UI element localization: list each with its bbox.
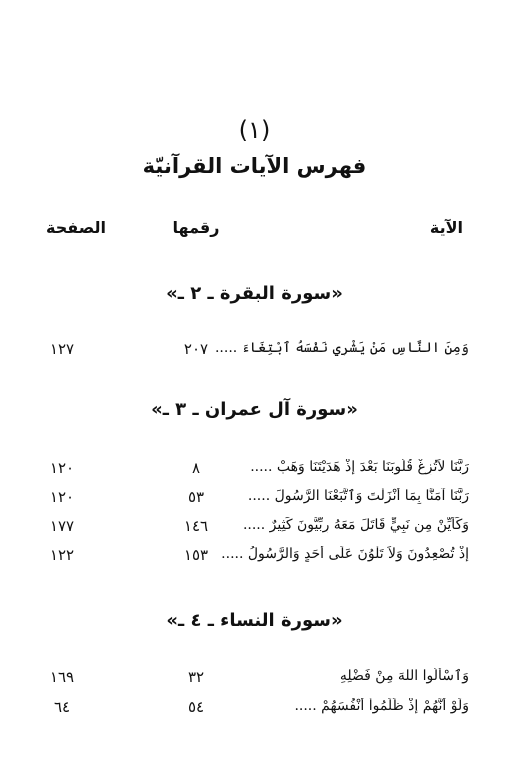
table-row [0, 459, 509, 483]
table-row [0, 668, 509, 692]
page-number: ٦٤ [53, 698, 71, 716]
table-row [0, 340, 509, 364]
page-number: ١٦٩ [49, 668, 75, 686]
ayah-number: ٢٠٧ [183, 340, 209, 358]
column-header-page: الصفحة [46, 218, 107, 237]
ayah-number: ٣٢ [187, 668, 205, 686]
ayah-number: ٥٤ [187, 698, 205, 716]
ayah-text: وَكَأَيِّنْ مِن نَبِيٍّ قَاتَلَ مَعَهُ رِبِّيُّونَ كَثِيرٌ ..... [242, 517, 469, 533]
page-number: ١٢٧ [49, 340, 75, 358]
ayah-number: ٥٣ [187, 488, 205, 506]
surah-heading: «سورة النساء ـ ٤ ـ» [166, 610, 343, 631]
page-number: ١٧٧ [49, 517, 75, 535]
surah-heading: «سورة آل عمران ـ ٣ ـ» [151, 399, 358, 420]
page-number: ١٢٢ [49, 546, 75, 564]
ayah-text: وَٱسْأَلُوا اللهَ مِنْ فَضْلِهِ [339, 668, 469, 684]
table-row [0, 546, 509, 570]
ayah-number: ٨ [191, 459, 201, 477]
ayah-number: ١٤٦ [183, 517, 209, 535]
ayah-text: إِذْ تُصْعِدُونَ وَلاَ تَلْوُنَ عَلَى أَحَدٍ وَالرَّسُولُ ..... [221, 546, 469, 562]
column-header-number: رقمها [172, 218, 220, 237]
page-number: ١٢٠ [49, 459, 75, 477]
index-number: (١) [238, 116, 271, 144]
table-row [0, 698, 509, 722]
column-header-ayah: الآية [429, 218, 463, 237]
index-title: فهرس الآيات القرآنيّة [142, 154, 367, 178]
ayah-text: وَمِنَ النَّاسِ مَنْ يَشْرِي نَفْسَهُ ٱبْتِغَاءَ ..... [214, 340, 469, 356]
surah-heading: «سورة البقرة ـ ٢ ـ» [166, 283, 343, 304]
ayah-text: رَبَّنَا آمَنَّا بِمَا أَنْزَلْتَ وَٱتَّبَعْنَا الرَّسُولَ ..... [247, 488, 469, 504]
page-number: ١٢٠ [49, 488, 75, 506]
ayah-number: ١٥٣ [183, 546, 209, 564]
ayah-text: رَبَّنَا لاَتُزِغْ قُلُوبَنَا بَعْدَ إِذْ هَدَيْتَنَا وَهَبْ ..... [250, 459, 469, 475]
table-row [0, 517, 509, 541]
table-row [0, 488, 509, 512]
ayah-text: وَلَوْ أَنَّهُمْ إِذْ ظَلَمُواْ أَنْفُسَهُمْ ..... [294, 698, 469, 714]
